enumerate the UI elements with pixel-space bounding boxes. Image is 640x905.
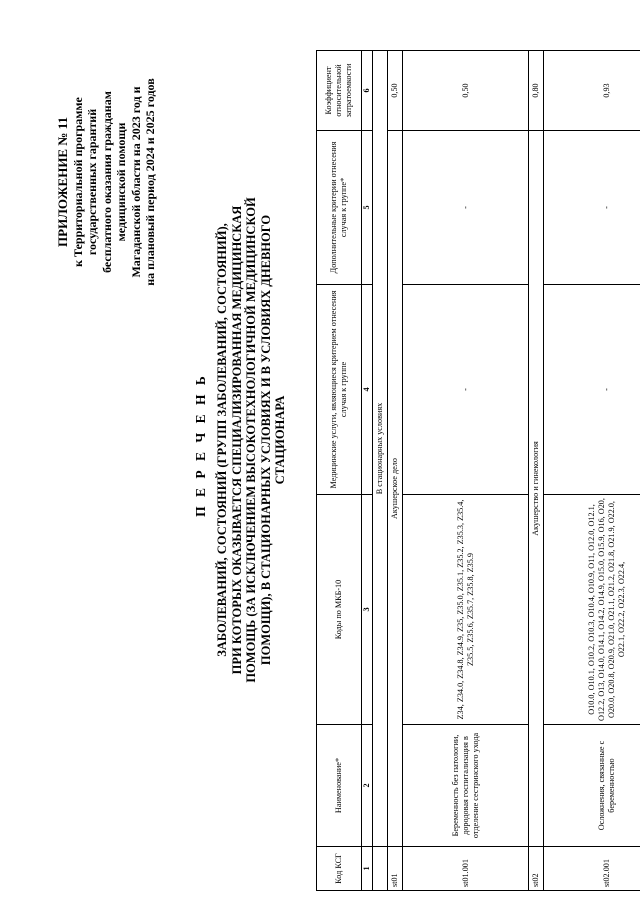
column-number: 6 xyxy=(362,51,373,131)
document-heading: П Е Р Е Ч Е Н Ь xyxy=(193,373,208,517)
ksg-code: st02.001 xyxy=(544,847,640,891)
coefficient: 0,93 xyxy=(544,51,640,131)
medical-services: - xyxy=(403,285,529,495)
appendix-line: медицинской помощи xyxy=(114,122,128,242)
profile-coefficient: 0,50 xyxy=(388,51,403,131)
profile-coefficient: 0,80 xyxy=(529,51,544,131)
profile-row xyxy=(529,51,544,891)
appendix-line: государственных гарантий xyxy=(85,108,99,256)
document-title xyxy=(215,125,288,755)
title-line: ЗАБОЛЕВАНИЙ, СОСТОЯНИЙ (ГРУПП ЗАБОЛЕВАНИЙ, СОСТОЯНИЙ), xyxy=(215,223,229,657)
title-line: ПРИ КОТОРЫХ ОКАЗЫВАЕТСЯ СПЕЦИАЛИЗИРОВАННАЯ МЕДИЦИНСКАЯ xyxy=(229,205,244,675)
coefficient: 0,50 xyxy=(403,51,529,131)
ksg-table xyxy=(316,50,640,891)
header-services: Медицинские услуги, являющиеся критерием отнесения случая к группе xyxy=(317,285,362,495)
section-row xyxy=(373,51,388,891)
column-number: 3 xyxy=(362,495,373,725)
appendix-line: Магаданской области на 2023 год и xyxy=(128,86,143,278)
title-line: ПОМОЩЬ (ЗА ИСКЛЮЧЕНИЕМ ВЫСОКОТЕХНОЛОГИЧНОЙ МЕДИЦИНСКОЙ xyxy=(244,197,258,683)
header-name: Наименование* xyxy=(317,725,362,847)
ksg-name: Беременность без патологии, дородовая госпитализация в отделение сестринского ухода xyxy=(403,725,529,847)
column-number: 5 xyxy=(362,131,373,285)
table-row xyxy=(403,51,529,891)
appendix-header xyxy=(56,67,158,297)
profile-label: Акушерское дело xyxy=(388,131,403,847)
mkb-codes: O10.0, O10.1, O10.2, O10.3, O10.4, O10.9, O11, O12.0, O12.1, O12.2, O13, O14.0, O14.1, O14.2, O14.9, O15.0, O15.9, O16, O20, O20.0, O20.8, O20.9, O21.0, O21.1, O21.2, O21.8, O21.9, O22.0, O22.1, O22.2, O22.3, O22.4, xyxy=(544,495,640,725)
header-code: Код КСГ xyxy=(317,847,362,891)
additional-criteria: - xyxy=(544,131,640,285)
column-number: 4 xyxy=(362,285,373,495)
title-line: ПОМОЩИ), В СТАЦИОНАРНЫХ УСЛОВИЯХ И В УСЛОВИЯХ ДНЕВНОГО xyxy=(258,214,273,666)
profile-code: st02 xyxy=(529,847,544,891)
header-mkb: Коды по МКБ-10 xyxy=(317,495,362,725)
profile-row xyxy=(388,51,403,891)
table-row xyxy=(544,51,640,891)
section-label: В стационарных условиях xyxy=(373,51,388,847)
header-coefficient: Коэффициент относительной затратоемкости xyxy=(317,51,362,131)
column-number: 2 xyxy=(362,725,373,847)
header-criteria: Дополнительные критерии отнесения случая к группе* xyxy=(317,131,362,285)
additional-criteria: - xyxy=(403,131,529,285)
column-number-row xyxy=(362,51,373,891)
mkb-codes: Z34, Z34.0, Z34.8, Z34.9, Z35, Z35.0, Z35.1, Z35.2, Z35.3, Z35.4, Z35.5, Z35.6, Z35.7, Z35.8, Z35.9 xyxy=(403,495,529,725)
table-header-row xyxy=(317,51,362,891)
profile-code: st01 xyxy=(388,847,403,891)
appendix-line: на плановый период 2024 и 2025 годов xyxy=(143,78,157,286)
appendix-number: ПРИЛОЖЕНИЕ № 11 xyxy=(55,117,70,247)
title-line: СТАЦИОНАРА xyxy=(273,395,287,485)
medical-services: - xyxy=(544,285,640,495)
ksg-name: Осложнения, связанные с беременностью xyxy=(544,725,640,847)
appendix-line: бесплатного оказания гражданам xyxy=(99,91,114,273)
profile-label: Акушерство и гинекология xyxy=(529,131,544,847)
ksg-code: st01.001 xyxy=(403,847,529,891)
appendix-line: к Территориальной программе xyxy=(70,97,85,267)
column-number: 1 xyxy=(362,847,373,891)
